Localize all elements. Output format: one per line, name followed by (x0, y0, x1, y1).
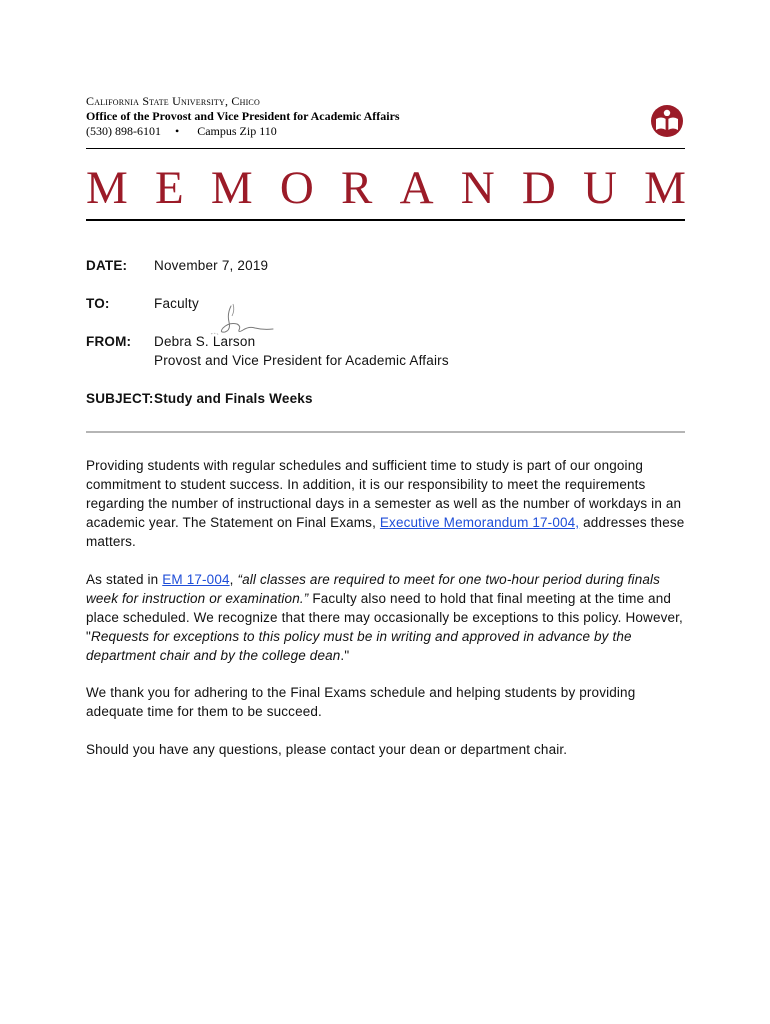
em-17-004-link[interactable]: EM 17-004 (162, 572, 230, 587)
subject-value: Study and Finals Weeks (154, 391, 313, 406)
memorandum-letter: M (210, 162, 253, 214)
date-label: DATE: (86, 258, 128, 273)
memorandum-letter: U (582, 162, 617, 214)
memorandum-letter: M (86, 162, 128, 214)
bullet-separator: • (175, 124, 180, 138)
paragraph-2-comma: , (229, 572, 234, 587)
from-label: FROM: (86, 334, 132, 349)
memorandum-letter: M (644, 162, 686, 214)
from-title: Provost and Vice President for Academic Affairs (154, 353, 449, 368)
paragraph-1-text: Providing students with regular schedules and sufficient time to study is part of our ongoing commitment to student success. In addition, it is our responsibility to meet the requirements regarding the number of instructional days in a semester as well as the number of workdays in an academic year. The Statement on Final Exams, (86, 458, 682, 530)
memorandum-letter: R (341, 162, 373, 214)
memorandum-letter: D (521, 162, 556, 214)
university-name: California State University, Chico (86, 94, 260, 108)
paragraph-2 (86, 570, 686, 665)
to-label: TO: (86, 296, 110, 311)
paragraph-2-quote-2: Requests for exceptions to this policy must be in writing and approved in advance by the department chair and by the college dean (86, 629, 632, 663)
memorandum-letter: E (154, 162, 184, 214)
contact-line (86, 124, 686, 139)
paragraph-2-end: ." (340, 648, 350, 663)
paragraph-1-tail: addresses these matters. (86, 515, 685, 549)
campus-zip: Campus Zip 110 (197, 124, 277, 138)
executive-memorandum-link[interactable]: Executive Memorandum 17-004, (379, 515, 580, 530)
from-value (154, 332, 694, 370)
subject-label: SUBJECT: (86, 391, 154, 406)
paragraph-2-mid: Faculty also need to hold that final meeting at the time and place scheduled. We recognize that there may occasionally be exceptions to this policy. However, " (86, 591, 683, 644)
from-name: Debra S. Larson (154, 334, 256, 349)
memorandum-letter: A (399, 162, 434, 214)
office-name: Office of the Provost and Vice President for Academic Affairs (86, 109, 400, 123)
paragraph-2-quote: “all classes are required to meet for one two-hour period during finals week for instruction or examination.” (86, 572, 661, 606)
title-divider (86, 219, 685, 221)
memorandum-title (86, 160, 686, 216)
to-value: Faculty (154, 296, 199, 311)
memorandum-letter: O (279, 162, 314, 214)
university-seal-icon (650, 104, 684, 138)
letterhead (86, 94, 686, 139)
phone-number: (530) 898-6101 (86, 124, 161, 138)
paragraph-4: Should you have any questions, please contact your dean or department chair. (86, 742, 568, 757)
subject-divider (86, 431, 685, 433)
date-value: November 7, 2019 (154, 258, 269, 273)
paragraph-1 (86, 456, 686, 551)
paragraph-2-intro: As stated in (86, 572, 159, 587)
letterhead-divider (86, 148, 685, 149)
memorandum-letter: N (460, 162, 495, 214)
paragraph-3: We thank you for adhering to the Final Exams schedule and helping students by providing adequate time for them to be succeed. (86, 685, 636, 719)
